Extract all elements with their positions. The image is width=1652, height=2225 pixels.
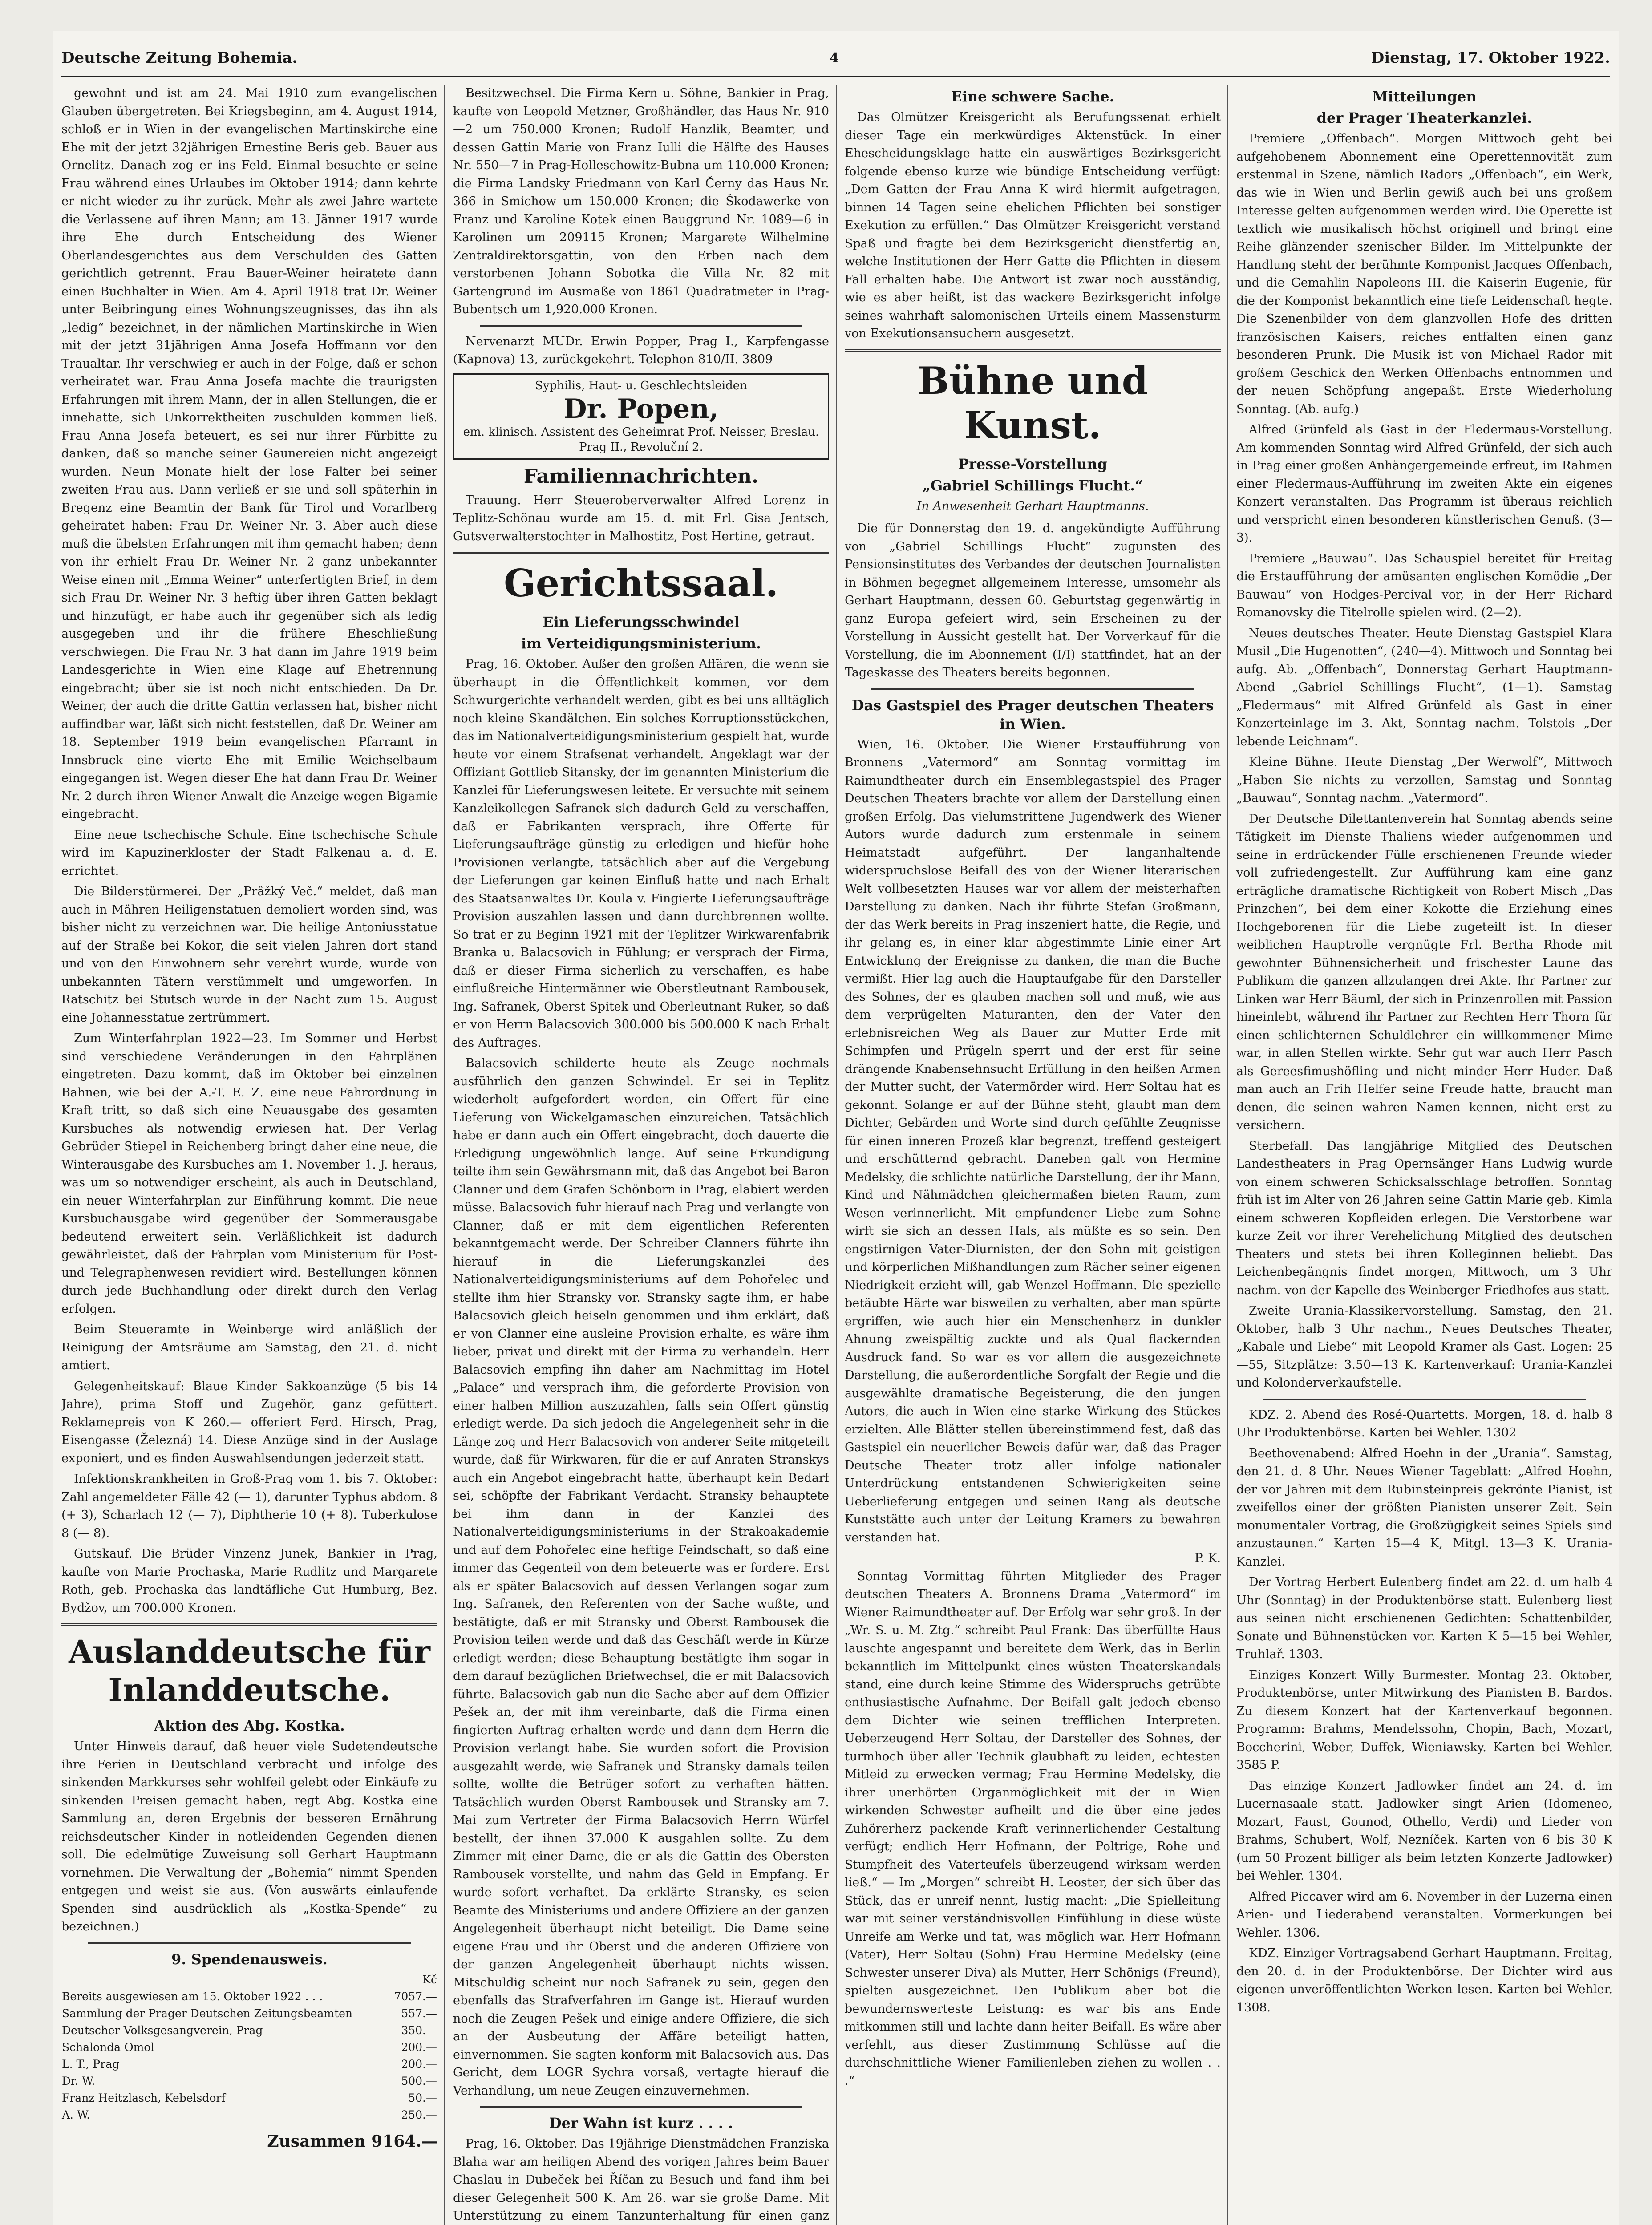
ad-detail: em. klinisch. Assistent des Geheimrat Prof. Neisser, Breslau. Prag II., Revoluční 2. — [463, 425, 819, 454]
article-paragraph: Zweite Urania-Klassikervorstellung. Samstag, den 21. Oktober, halb 3 Uhr nachm., Neues Deutsches Theater, „Kabale und Liebe“ mit Leopold Kramer als Gast. Logen: 25—55, Sitzplätze: 3.50—13 K. Kartenverkauf: Urania-Kanzlei und Kolonderverkaufstelle. — [1236, 1304, 1612, 1390]
advertisement-box — [453, 373, 829, 460]
article-subheading: im Verteidigungsministerium. — [521, 635, 761, 652]
table-row: Franz Heitzlasch, Kebelsdorf 50.— — [62, 2091, 437, 2104]
article-paragraph: Eine neue tschechische Schule. Eine tschechische Schule wird im Kapuzinerkloster der Stadt Falkenau a. d. E. errichtet. — [61, 828, 437, 878]
section-divider — [453, 552, 829, 554]
article-subheading: „Gabriel Schillings Flucht.“ — [922, 477, 1143, 494]
donation-total: Zusammen 9164.— — [267, 2132, 437, 2151]
article-paragraph: Infektionskrankheiten in Groß-Prag vom 1. bis 7. Oktober: Zahl angemeldeter Fälle 42 (— 1), darunter Typhus abdom. 8 (+ 3), Scharlach 12 (— 7), Diphtherie 10 (+ 8). Tuberkulose 8 (— 8). — [61, 1472, 437, 1540]
article-paragraph: Neues deutsches Theater. Heute Dienstag Gastspiel Klara Musil „Die Hugenotten“, (240—4). Mittwoch und Sonntag bei aufg. Ab. „Offenbach“, Donnerstag Gerhart Hauptmann-Abend „Gabriel Schillings Flucht“, (1—1). Samstag „Fledermaus“ mit Alfred Grünfeld als Gast in einer Konzerteinlage im 3. Akt, Sonntag nachm. Tolstois „Der lebende Leichnam“. — [1236, 626, 1612, 748]
column-rule — [1227, 85, 1228, 2225]
divider — [480, 2106, 802, 2108]
article-paragraph: Prag, 16. Oktober. Das 19jährige Dienstmädchen Franziska Blaha war am heiligen Abend des vorigen Jahres beim Bauer Chaslau in Dubeček bei Říčan zu Besuch und fand ihm bei dieser Gelegenheit 500 K. Am 26. war sie große Dame. Mit Unterstützung zu einem Tanzunterhaltung für einen ganz — [453, 2137, 829, 2223]
table-row: Dr. W. 500.— — [62, 2074, 437, 2087]
article-paragraph: Die für Donnerstag den 19. d. angekündigte Aufführung von „Gabriel Schillings Flucht“ zugunsten des Pensionsinstitutes des Verbandes der deutschen Journalisten in Böhmen begegnet allgemeinem Interesse, umsomehr als Gerhart Hauptmann, dessen 60. Geburtstag gegenwärtig in ganz Europa gefeiert wird, sein Erscheinen zu der Vorstellung in Aussicht gestellt hat. Der Vorverkauf für die Vorstellung, die im Abonnement (I/I) stattfindet, hat an der Tageskasse des Theaters bereits begonnen. — [845, 522, 1221, 680]
article-paragraph: Beim Steueramte in Weinberge wird anläßlich der Reinigung der Amtsräume am Samstag, den 21. d. nicht amtiert. — [61, 1323, 437, 1372]
article-paragraph: KDZ. Einziger Vortragsabend Gerhart Hauptmann. Freitag, den 20. d. in der Produktenbörse. Der Dichter wird aus eigenen unveröffentlichten Werken lesen. Karten bei Wehler. 1308. — [1236, 1946, 1612, 2015]
section-heading: Bühne und Kunst. — [917, 358, 1148, 447]
column-rule — [444, 85, 445, 2225]
table-row: Bereits ausgewiesen am 15. Oktober 1922 . . . 7057.— — [62, 1990, 437, 2003]
article-paragraph: Trauung. Herr Steueroberverwalter Alfred Lorenz in Teplitz-Schönau wurde am 15. d. mit Frl. Gisa Jentsch, Gutsverwalterstochter in Malhostitz, Post Hertine, getraut. — [453, 493, 829, 543]
article-paragraph: Die Bilderstürmerei. Der „Prâžký Več.“ meldet, daß man auch in Mähren Heiligenstatuen demoliert worden sind, was bisher nicht zu verzeichnen war. Die heilige Antoniusstatue auf der Straße bei Kokor, die seit vielen Jahren dort stand und von den Einwohnern sehr verehrt wurde, wurde von unbekannten Tätern verstümmelt und umgeworfen. In Ratschitz bei Stutsch wurde in der Nacht zum 15. August eine Johannesstatue zertrümmert. — [61, 885, 437, 1025]
column-2 — [453, 85, 829, 2225]
article-heading: Das Gastspiel des Prager deutschen Theaters in Wien. — [851, 696, 1214, 732]
section-heading: der Prager Theaterkanzlei. — [1316, 109, 1532, 126]
article-subheading: Presse-Vorstellung — [958, 455, 1108, 473]
section-heading: Familiennachrichten. — [523, 465, 759, 488]
divider — [480, 325, 802, 327]
article-heading: Eine schwere Sache. — [951, 88, 1114, 105]
article-paragraph: Wien, 16. Oktober. Die Wiener Erstaufführung von Bronnens „Vatermord“ am Sonntag vormittag im Raimundtheater durch ein Ensemblegastspiel des Prager Deutschen Theaters brachte vor allem der Darstellung einen großen Erfolg. Das vielumstrittene Jugendwerk des Wiener Autors wurde dadurch zum erstenmale in seinem Heimatstadt aufgeführt. Der langanhaltende widerspruchslose Beifall des von der Wiener literarischen Welt vollbesetzten Hauses war vor allem der meisterhaften Darstellung zu danken. Nach ihr führte Stefan Großmann, der das Werk bereits in Prag inszeniert hatte, die Regie, und ihr gelang es, in einer klar abgestimmte Linie einer Art Entwicklung der Ereignisse zu danken, die man die Buche vermißt. Hier lag auch die Hauptaufgabe für den Darsteller des Sohnes, der es glauben machen soll und muß, wie aus dem verprügelten Maturanten, den der Vater den erlebnisreichen Weg als Bauer zur Mutter Erde mit Schimpfen und Prügeln sperrt und der erst für seine drängende Knabensehnsucht Erfüllung in den heißen Armen der Mutter sucht, der Vatermörder wird. Herr Soltau hat es gekonnt. Solange er auf der Bühne steht, glaubt man dem Dichter, Gebärden und Worte sind durch gefühlte Zeugnisse für einen inneren Prozeß klar begrenzt, treffend gesteigert und erschütternd gebracht. Daneben galt von Hermine Medelsky, die schlichte natürliche Darstellung, der ihr Mann, Kind und Nähmädchen gleichermaßen bieten Raum, zum Wesen verinnerlicht. Mit empfundener Liebe zum Sohne wirft sie sich an dessen Hals, als müßte es so sein. Den engstirnigen Vater-Diurnisten, der den Sohn mit geistigen und körperlichen Mißhandlungen zum Rächer seiner eigenen Niedrigkeit erzieht will, gab Wenzel Hoffmann. Die spezielle betäubte Härte war bisweilen zu verhalten, aber man spürte ergriffen, wie auch hier ein Menschenherz in dunkler Ahnung zweispältig zuckte und als Qual flackernden Ausdruck fand. So war es vor allem die ausgezeichnete Darstellung, die außerordentliche Sorgfalt der Regie und die ausgewählte dramatische Begeisterung, die den jungen Autors, die auch in Wien eine starke Wirkung des Stückes erzielten. Alle Blätter stellen übereinstimmend fest, daß das Gastspiel ein neuerlicher Beweis dafür war, daß das Prager Deutsche Theater trotz aller infolge nationaler Unterdrückung entstandenen Schwierigkeiten seine Ueberlieferung entgegen und seinen Rang als deutsche Kunststätte auch unter der Leitung Kramers zu bewahren verstanden hat. — [845, 737, 1221, 1545]
article-paragraph: Der Deutsche Dilettantenverein hat Sonntag abends seine Tätigkeit im Dienste Thaliens wieder aufgenommen und seine in erdrückender Fülle erschienenen Freunde wieder voll zufriedengestellt. Zur Aufführung kam eine ganz erträgliche dramatische Richtigkeit von Robert Misch „Das Prinzchen“, bei dem einer Kokotte die Erziehung eines Hochgeborenen für die Liebe zugeteilt ist. In dieser weiblichen Hauptrolle vergnügte Frl. Bertha Rhode mit gewohnter Bühnensicherheit und frischester Laune das Publikum die ganzen allzulangen drei Akte. Ihr Partner zur Linken war Herr Bäuml, der sich in Prinzenrollen mit Passion hineinlebt, während ihr Partner zur Rechten Herr Thorn für einen schlichternen Schuldlehrer ein willkommener Mime war, in allen Stellen wirkte. Sehr gut war auch Herr Pasch als Gereesfimushöfling und nicht minder Herr Huder. Daß man auch an Frih Helfer seine Freude hatte, braucht man denen, die seinen wahren Namen kennen, nicht erst zu versichern. — [1236, 812, 1612, 1132]
article-paragraph: Einziges Konzert Willy Burmester. Montag 23. Oktober, Produktenbörse, unter Mitwirkung des Pianisten B. Bardos. Zu diesem Konzert hat der Kartenverkauf begonnen. Programm: Brahms, Mendelssohn, Chopin, Bach, Mozart, Boccherini, Weber, Duffek, Wieniawsky. Karten bei Wehler. 3585 P. — [1236, 1668, 1612, 1772]
ad-name: Dr. Popen, — [563, 393, 719, 425]
article-paragraph: Alfred Grünfeld als Gast in der Fledermaus-Vorstellung. Am kommenden Sonntag wird Alfred Grünfeld, der sich auch in Prag einer großen Anhängergemeinde erfreut, im Rahmen einer Fledermaus-Aufführung im zweiten Akte ein eigenes Konzert veranstalten. Das Programm ist überaus reichlich und verspricht einen besonderen künstlerischen Genuß. (3—3). — [1236, 423, 1612, 545]
article-paragraph: gewohnt und ist am 24. Mai 1910 zum evangelischen Glauben übergetreten. Bei Kriegsbeginn, am 4. August 1914, schloß er in Wien in der evangelischen Martinskirche eine Ehe mit der jetzt 32jährigen Ernestine Beris geb. Bauer aus Ornelitz. Danach zog er ins Feld. Einmal besuchte er seine Frau während eines Urlaubes im Oktober 1914; dann kehrte er nicht wieder zu ihr zurück. Mehr als zwei Jahre wartete die Verlassene auf ihren Mann; am 13. Jänner 1917 wurde ihre Ehe durch Entscheidung des Wiener Oberlandesgerichtes aus dem Verschulden des Gatten gerichtlich getrennt. Frau Bauer-Weiner heiratete dann einen Buchhalter in Wien. Am 4. April 1918 trat Dr. Weiner unter Beibringung eines Wohnungszeugnisses, das ihn als „ledig“ bezeichnet, in der nämlichen Martinskirche in Wien mit der jetzt 31jährigen Anna Josefa Hoffmann vor den Traualtar. Ihr verschwieg er auch in der Folge, daß er schon verheiratet war. Frau Anna Josefa machte die traurigsten Erfahrungen mit ihrem Mann, der in allen Stellungen, die er innehatte, sich Unkorrektheiten zuschulden kommen ließ. Frau Anna Josefa beteuert, es sei nur ihrer Fürbitte zu danken, daß so manche seiner Gaunereien nicht angezeigt wurden. Neun Monate hielt der lose Falter bei seiner zweiten Frau aus. Dann verließ er sie und soll späterhin in Bregenz eine Beamtin der Bank für Tirol und Vorarlberg geheiratet haben: Frau Dr. Weiner Nr. 3. Aber auch diese muß die übelsten Erfahrungen mit ihm gemacht haben; denn von ihr erhielt Frau Dr. Weiner Nr. 2 ganz unbekannter Weise einen mit „Emma Weiner“ unterfertigten Brief, in dem sich Frau Dr. Weiner Nr. 3 heftig über ihren Gatten beklagt und hinzufügt, er habe auch ihr gegenüber sich als ledig ausgegeben und ihr die frühere Eheschließung verschwiegen. Die Frau Nr. 3 hat dann im Jahre 1919 beim Landesgerichte in Wien eine Klage auf Ehetrennung eingebracht; über sie ist noch nicht entschieden. Da Dr. Weiner, der auch die dritte Gattin verlassen hat, bisher nicht auffindbar war, läßt sich nicht feststellen, daß Dr. Weiner am 18. September 1919 beim evangelischen Pfarramt in Innsbruck eine vierte Ehe mit Emilie Weichselbaum eingegangen ist. Wegen dieser Ehe hat dann Frau Dr. Weiner Nr. 2 durch ihren Wiener Anwalt die Anzeige wegen Bigamie eingebracht. — [61, 86, 437, 821]
article-paragraph: Sonntag Vormittag führten Mitglieder des Prager deutschen Theaters A. Bronnens Drama „Vatermord“ im Wiener Raimundtheater auf. Der Erfolg war sehr groß. In der „Wr. S. u. M. Ztg.“ schreibt Paul Frank: Das überfüllte Haus lauschte angespannt und bereitete dem Werk, das in Berlin bekanntlich im Mittelpunkt eines wüsten Theaterskandals stand, eine durch keine Stimme des Widerspruchs getrübte enthusiastische Aufnahme. Der Beifall galt jedoch ebenso dem Dichter wie seinen trefflichen Interpreten. Ueberzeugend Herr Soltau, der Darsteller des Sohnes, der turmhoch über aller Technik glaubhaft zu leiden, echtesten Mitleid zu erwecken vermag; Frau Hermine Medelsky, die ihrer unerhörten Organmöglichkeit mit der in Wien wirkenden Schwester aufheilt und die über eine jedes Zuhörerherz packende Kraft verinnerlichender Gestaltung verfügt; endlich Herr Hofmann, der Poltrige, Rohe und Stumpfheit des Vaterteufels überzeugend wirksam werden ließ.“ — Im „Morgen“ schreibt H. Leoster, der sich über das Stück, das er unreif nennt, lustig macht: „Die Spielleitung war mit seiner verständnisvollen Einfühlung in diese wüste Unreife am Werke und tat, was möglich war. Herr Hofmann (Vater), Herr Soltau (Sohn) Frau Hermine Medelsky (eine Schwester unserer Diva) als Mutter, Herr Schönigs (Freund), spielten ausgezeichnet. Den Publikum aber bot die bewundernswerteste Leistung: es war bis ans Ende mitkommen still und lachte dann heiter Beifall. Es wäre aber verfehlt, aus dieser Zustimmung Schlüsse auf die durchschnittliche Wiener Familienleben ziehen zu wollen . . .“ — [845, 1569, 1221, 2088]
page-header — [61, 40, 1610, 77]
article-paragraph: Sterbefall. Das langjährige Mitglied des Deutschen Landestheaters in Prag Opernsänger Hans Ludwig wurde von einem schweren Schicksalsschlage betroffen. Sonntag früh ist im Alter von 26 Jahren seine Gattin Marie geb. Kimla einem schweren Kopfleiden erlegen. Die Verstorbene war kurze Zeit vor ihrer Verehelichung Mitglied des deutschen Theaters und stets bei ihren Kolleginnen beliebt. Das Leichenbegängnis findet morgen, Mittwoch, um 3 Uhr nachm. von der Kapelle des Weinberger Friedhofes aus statt. — [1236, 1139, 1612, 1297]
column-1 — [61, 85, 437, 2225]
table-row: A. W. 250.— — [62, 2108, 437, 2121]
article-paragraph: Premiere „Bauwau“. Das Schauspiel bereitet für Freitag die Erstaufführung der amüsanten englischen Komödie „Der Bauwau“ von Hodges-Percival vor, in der Herr Richard Romanovsky die Titelrolle spielen wird. (2—2). — [1236, 551, 1612, 619]
article-paragraph: Das einzige Konzert Jadlowker findet am 24. d. im Lucernasaale statt. Jadlowker singt Arien (Idomeneo, Mozart, Faust, Gounod, Othello, Verdi) und Lieder von Brahms, Schubert, Wolf, Nezníček. Karten von 6 bis 30 K (um 50 Prozent billiger als beim letzten Konzerte Jadlowker) bei Wehler. 1304. — [1236, 1779, 1612, 1883]
article-tagline: In Anwesenheit Gerhart Hauptmanns. — [916, 499, 1149, 513]
table-row: L. T., Prag 200.— — [62, 2057, 437, 2071]
table-row: Deutscher Volksgesangverein, Prag 350.— — [62, 2023, 437, 2037]
article-paragraph: KDZ. 2. Abend des Rosé-Quartetts. Morgen, 18. d. halb 8 Uhr Produktenbörse. Karten bei Wehler. 1302 — [1236, 1408, 1612, 1440]
page-number: 4 — [830, 50, 839, 66]
article-paragraph: Beethovenabend: Alfred Hoehn in der „Urania“. Samstag, den 21. d. 8 Uhr. Neues Wiener Tageblatt: „Alfred Hoehn, der vor Jahren mit dem Rubinsteinpreis gekrönte Pianist, ist zweifellos einer der größten Pianisten unserer Zeit. Sein monumentaler Vortrag, die Großzügigkeit seines Spiels sind anzustaunen.“ Karten 15—4 K, Mitgl. 13—3 K. Urania-Kanzlei. — [1236, 1446, 1612, 1569]
article-paragraph: Kleine Bühne. Heute Dienstag „Der Werwolf“, Mittwoch „Haben Sie nichts zu verzollen, Samstag und Sonntag „Bauwau“, Sonntag nachm. „Vatermord“. — [1236, 755, 1612, 805]
article-paragraph: Das Olmützer Kreisgericht als Berufungssenat erhielt dieser Tage ein merkwürdiges Aktenstück. In einer Ehescheidungsklage hatte ein auswärtiges Bezirksgericht folgende ebenso kurze wie bündige Entscheidung verfügt: „Dem Gatten der Frau Anna K wird hiermit aufgetragen, binnen 14 Tagen seine ehelichen Pflichten bei sonstiger Exekution zu erfüllen.“ Das Olmützer Kreisgericht verstand Spaß und fragte bei dem Bezirksgericht dienstfertig an, welche Institutionen der Herr Gatte die Pflichten in diesem Fall erhalten habe. Die Antwort ist zwar noch ausständig, wie es aber heißt, ist das wackere Bezirksgericht infolge seines wahrhaft salomonischen Urteils einem Massensturm von Exekutionsansuchern ausgesetzt. — [845, 110, 1221, 340]
section-divider — [845, 349, 1221, 352]
currency-unit: Kč — [422, 1973, 437, 1986]
article-paragraph: Premiere „Offenbach“. Morgen Mittwoch geht bei aufgehobenem Abonnement eine Operettennovität zum erstenmal in Szene, nämlich Radors „Offenbach“, ein Werk, das wie in Wien und Berlin gewiß auch bei uns großem Interesse gelten aufgenommen werden wird. Die Operette ist textlich wie musikalisch höchst originell und bringt eine Reihe glänzender szenischer Bilder. Im Mittelpunkte der Handlung steht der berühmte Komponist Jacques Offenbach, und die Gemahlin Napoleons III. die Kaiserin Eugenie, für die der Komponist bekanntlich eine tiefe Leidenschaft hegte. Die Szenenbilder von dem glanzvollen Hofe des dritten französischen Kaisers, reiches entfalten einen ganz besonderen Prunk. Die Musik ist von Michael Rador mit großem Geschick den Werken Offenbachs entnommen und der neuen Schöpfung angepaßt. Erste Wiederholung Sonntag. (Ab. aufg.) — [1236, 132, 1612, 416]
article-paragraph: Alfred Piccaver wird am 6. November in der Luzerna einen Arien- und Liederabend veranstalten. Vormerkungen bei Wehler. 1306. — [1236, 1889, 1612, 1940]
article-subheading: Ein Lieferungsschwindel — [543, 614, 740, 631]
ad-small-text: Syphilis, Haut- u. Geschlechtsleiden — [535, 379, 747, 392]
issue-date: Dienstag, 17. Oktober 1922. — [1371, 49, 1610, 67]
article-paragraph: Der Vortrag Herbert Eulenberg findet am 22. d. um halb 4 Uhr (Sonntag) in der Produktenbörse statt. Eulenberg liest aus seinen nicht erschienenen Gedichten: Schattenbilder, Sonate und Bühnenstücken vor. Karten K 5—15 bei Wehler, Truhlař. 1303. — [1236, 1575, 1612, 1661]
table-row: Sammlung der Prager Deutschen Zeitungsbeamten 557.— — [62, 2007, 437, 2020]
column-3 — [845, 85, 1221, 2225]
column-rule — [836, 85, 837, 2225]
donation-table — [61, 1971, 437, 2124]
newspaper-page — [53, 31, 1619, 2225]
article-paragraph: Prag, 16. Oktober. Außer den großen Affären, die wenn sie überhaupt in die Öffentlichkeit kommen, vor dem Schwurgerichte verhandelt werden, gibt es bei uns alltäglich noch kleine Skandälchen. Ein solches Korruptionsstückchen, das im Nationalverteidigungsministerium gespielt hat, wurde heute vor einem Strafsenat verhandelt. Angeklagt war der Offiziant Gottlieb Sitansky, der im genannten Ministerium die Kanzlei für Lieferungswesen leitete. Er versuchte mit seinem Kanzleikollegen Safranek sich dadurch Geld zu verschaffen, daß er Fabrikanten versprach, ihre Offerte für Lieferungsaufträge günstig zu erledigen und hiefür hohe Provisionen verlangte, tatsächlich aber auf die Vergebung der Lieferungen gar keinen Einfluß hatte und nach Erhalt des Staatsanwaltes Dr. Koula v. Fingierte Lieferungsaufträge Provision auszahlen lassen und dann durchbrennen wollte. So trat er zu Beginn 1921 mit der Teplitzer Wirkwarenfabrik Branka u. Balacsovich in Fühlung; er versprach der Firma, daß er dieser Firma sicherlich zu verschaffen, es habe einflußreiche Hintermänner wie Oberstleutnant Rambousek, Ing. Safranek, Oberst Spitek und Oberleutnant Ruker, so daß er von Herrn Balacsovich 300.000 bis 500.000 K nach Erhalt des Auftrages. — [453, 657, 829, 1050]
article-paragraph: Gutskauf. Die Brüder Vinzenz Junek, Bankier in Prag, kaufte von Marie Prochaska, Marie Rudlitz und Margarete Roth, geb. Prochaska das landtäfliche Gut Humburg, Bez. Bydžov, um 700.000 Kronen. — [61, 1547, 437, 1615]
article-paragraph: Balacsovich schilderte heute als Zeuge nochmals ausführlich den ganzen Schwindel. Er sei in Teplitz wiederholt aufgefordert worden, ein Offert für eine Lieferung von Wickelgamaschen einzureichen. Tatsächlich habe er dann auch ein Offert eingebracht, doch dauerte die Erledigung ungewöhnlich lange. Auf seine Erkundigung teilte ihm sein Gewährsmann mit, daß das Angebot bei Baron Clanner und dem Grafen Schönborn in Prag, elabiert werden müsse. Balacsovich fuhr hierauf nach Prag und verlangte von Clanner, daß er mit dem eigentlichen Referenten bekanntgemacht werde. Der Schreiber Clanners führte ihn hierauf in die Lieferungskanzlei des Nationalverteidigungsministeriums auf dem Pohořelec und stellte ihm hier Stransky vor. Stransky sagte ihm, er habe Balacsovich gleich heiseln genommen und ihm erklärt, daß er von Clanner eine ausleine Provision erhalte, es wäre ihm lieber, privat und direkt mit der Firma zu verhandeln. Herr Balacsovich empfing ihn daher am Nachmittag im Hotel „Palace“ und versprach ihm, die geforderte Provision von einer halben Million auszuzahlen, falls sein Offert günstig erledigt werde. Da sich jedoch die Angelegenheit sehr in die Länge zog und Herr Balacsovich von anderer Seite mitgeteilt wurde, daß für Wirkwaren, für die er auf Anraten Stranskys auch ein Angebot eingebracht hatte, überhaupt kein Bedarf sei, schöpfte der Fabrikant Verdacht. Stransky behauptete bei ihm dann in der Kanzlei des Nationalverteidigungsministeriums in der Strakoakademie und auf dem Pohořelec eine heftige Feindschaft, so daß eine immer das Gegenteil von dem beteuerte was er fordere. Erst als er später Balacsovich auf dessen Verlangen sogar zum Ing. Safranek, den Referenten von der Sache wußte, und bestätigte, daß er mit Stransky und Oberst Rambousek die Provision teilen werde und daß das Geschäft werde in Kürze erledigt werden; diese Behauptung bestätigte ihm sogar in dem darauf bezüglichen Briefwechsel, die er mit Balacsovich führte. Balacsovich gab nun die Sache aber auf dem Offizier Pešek an, der mit ihm vereinbarte, daß die Firma einen fingierten Auftrag erhalten werde und dann dem Herrn die Provision verlangt habe. Sie wurden sofort die Provision ausgezahlt werde, wie Safranek und Stransky damals teilen sollte, wollte die Betrüger sofort zu verhaften hätten. Tatsächlich wurden Oberst Rambousek und Stransky am 7. Mai zum Vertreter der Firma Balacsovich Herrn Würfel bestellt, der ihnen 37.000 K ausgahlen sollte. Zu dem Zimmer mit einer Dame, die er als die Gattin des Obersten Rambousek vorstellte, und nahm das Geld in Empfang. Er wurde sofort verhaftet. Da erklärte Stransky, es seien Beamte des Ministeriums und andere Offiziere an der ganzen Angelegenheit überhaupt nicht beteiligt. Die Dame seine eigene Frau und ihr Oberst und die anderen Offiziere von der ganzen Angelegenheit überhaupt nichts wissen. Mitschuldig scheint nur noch Safranek zu sein, gegen den ebenfalls das Strafverfahren im Gange ist. Hierauf wurden noch die Zeugen Pešek und einige andere Offiziere, die sich an der Ausbeutung der Affäre beteiligt hatten, einvernommen. Sie sagten konform mit Balacsovich aus. Das Gericht, dem LOGR Sychra vorsaß, vertagte hierauf die Verhandlung, um neue Zeugen einzuvernehmen. — [453, 1056, 829, 2098]
section-heading: Gerichtssaal. — [504, 561, 778, 605]
article-paragraph: Besitzwechsel. Die Firma Kern u. Söhne, Bankier in Prag, kaufte von Leopold Metzner, Großhändler, das Haus Nr. 910—2 um 750.000 Kronen; Rudolf Hanzlik, Beamter, und dessen Gattin Marie von Franz Iulli die Hälfte des Hauses Nr. 550—7 in Prag-Holleschowitz-Bubna um 110.000 Kronen; die Firma Landsky Friedmann von Karl Černy das Haus Nr. 366 in Smichow um 150.000 Kronen; die Škodawerke von Franz und Karoline Kotek einen Bauggrund Nr. 1089—6 in Karolinen um 209115 Kronen; Margarete Wilhelmine Zentraldirektorsgattin, von den Erben nach dem verstorbenen Johann Sobotka die Villa Nr. 82 mit Gartengrund im Ausmaße von 1861 Quadratmeter in Prag-Bubentsch um 1,920.000 Kronen. — [453, 86, 829, 316]
article-heading: Der Wahn ist kurz . . . . — [549, 2115, 733, 2132]
column-4 — [1236, 85, 1612, 2225]
section-subheading: Aktion des Abg. Kostka. — [154, 1717, 345, 1734]
article-paragraph: Zum Winterfahrplan 1922—23. Im Sommer und Herbst sind verschiedene Veränderungen in den Fahrplänen eingetreten. Dazu kommt, daß im Oktober bei einzelnen Bahnen, wie bei der A.-T. E. Z. eine neue Fahrordnung in Kraft tritt, so daß sich eine Neuausgabe des gesamten Kursbuches als notwendig erwiesen hat. Der Verlag Gebrüder Stiepel in Reichenberg bringt daher eine neue, die Winterausgabe des Kursbuches am 1. November 1. J. heraus, was um so notwendiger erscheint, als auch in Deutschland, ein neuer Winterfahrplan zur Einführung kommt. Die neue Kursbuchausgabe wird gegenüber der Sommerausgabe bedeutend erweitert sein. Verläßlichkeit ist dadurch gewährleistet, daß der Fahrplan vom Ministerium für Post- und Telegraphenwesen revidiert wird. Bestellungen können durch jede Buchhandlung oder direkt durch den Verlag erfolgen. — [61, 1032, 437, 1316]
section-heading: Auslanddeutsche für Inlanddeutsche. — [69, 1633, 430, 1708]
author-signature: P. K. — [1194, 1551, 1221, 1565]
advertisement-text: Nervenarzt MUDr. Erwin Popper, Prag I., Karpfengasse (Kapnova) 13, zurückgekehrt. Telephon 810/II. 3809 — [453, 334, 829, 366]
divider — [88, 1942, 411, 1944]
article-paragraph: Unter Hinweis darauf, daß heuer viele Sudetendeutsche ihre Ferien in Deutschland verbracht und infolge des sinkenden Markkurses sehr wohlfeil gelebt oder Einkäufe zu sinkenden Preisen gemacht haben, regt Abg. Kostka eine Sammlung an, deren Ergebnis der besseren Ernährung reichsdeutscher Kinder in notleidenden Gegenden dienen soll. Die edelmütige Zuweisung soll Gerhart Hauptmann vornehmen. Die Verwaltung der „Bohemia“ nimmt Spenden entgegen und weist sie aus. (Von auswärts einlaufende Spenden sind ausdrücklich als „Kostka-Spende“ zu bezeichnen.) — [61, 1740, 437, 1934]
divider — [871, 688, 1194, 690]
section-divider — [61, 1623, 437, 1626]
table-row: Schalonda Omol 200.— — [62, 2040, 437, 2054]
section-heading: Mitteilungen — [1372, 88, 1477, 105]
newspaper-title: Deutsche Zeitung Bohemia. — [61, 49, 298, 67]
article-paragraph: Gelegenheitskauf: Blaue Kinder Sakkoanzüge (5 bis 14 Jahre), prima Stoff und Zugehör, ganz gefüttert. Reklamepreis von K 260.— offeriert Ferd. Hirsch, Prag, Eisengasse (Železná) 14. Diese Anzüge sind in der Auslage exponiert, und es finden Auswahlsendungen jederzeit statt. — [61, 1379, 437, 1465]
donation-list-title: 9. Spendenausweis. — [171, 1950, 328, 1968]
divider — [1263, 1399, 1586, 1400]
